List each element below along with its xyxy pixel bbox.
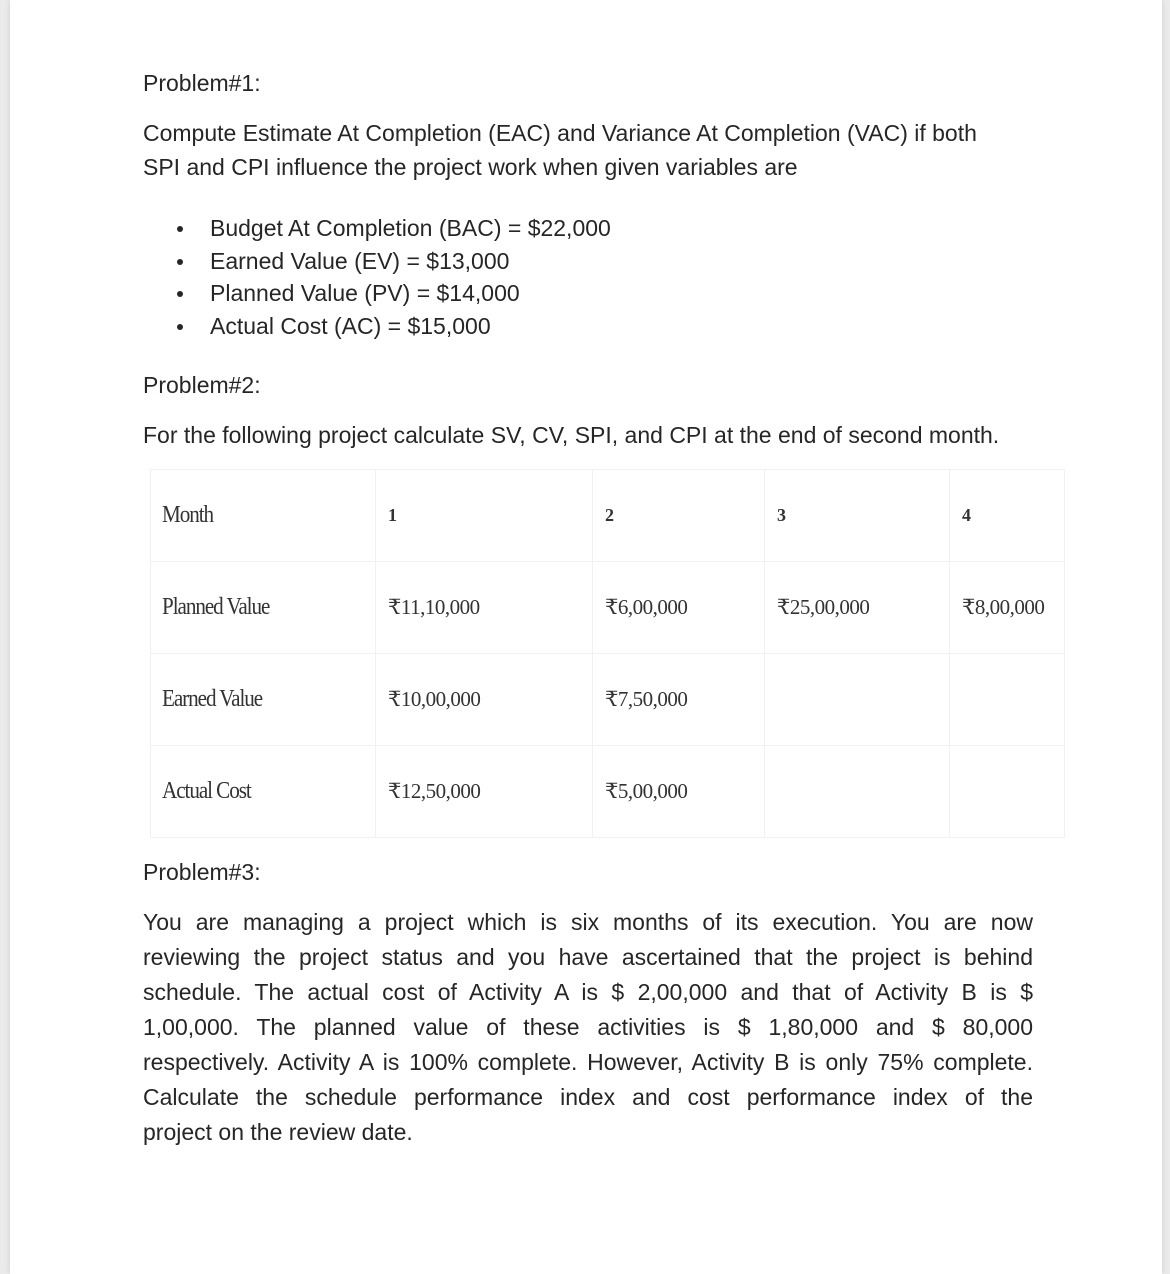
table-header-cell: 3	[765, 470, 950, 562]
problem1-text-line2: SPI and CPI influence the project work when given variables are	[143, 154, 798, 180]
bullet-text-pv: Planned Value (PV) = $14,000	[210, 280, 520, 306]
problem3-paragraph	[143, 905, 1033, 1150]
problem1-heading: Problem#1:	[143, 70, 261, 96]
table-cell: Earned Value	[151, 654, 349, 746]
problem2-heading: Problem#2:	[143, 372, 261, 398]
table-header-cell: Month	[151, 470, 349, 562]
problem3-line: 1,00,000. The planned value of these activities is $ 1,80,000 and $ 80,000	[143, 1014, 1033, 1040]
document-page	[10, 0, 1162, 1274]
problem3-line: respectively. Activity A is 100% complete. However, Activity B is only 75% complete.	[143, 1049, 1033, 1075]
table-header-cell: 1	[376, 470, 593, 562]
list-item	[210, 212, 611, 245]
bullet-text-bac: Budget At Completion (BAC) = $22,000	[210, 215, 611, 241]
problem1-variable-list	[210, 212, 611, 342]
bullet-icon	[177, 259, 183, 265]
table-cell: ₹11,10,000	[376, 562, 593, 654]
table-cell	[950, 654, 1065, 746]
bullet-icon	[177, 291, 183, 297]
table-cell	[765, 746, 950, 838]
table-cell: ₹12,50,000	[376, 746, 593, 838]
bullet-icon	[177, 324, 183, 330]
problem3-heading: Problem#3:	[143, 859, 261, 885]
bullet-text-ac: Actual Cost (AC) = $15,000	[210, 312, 491, 339]
problem3-line: project on the review date.	[143, 1119, 413, 1145]
table-cell: ₹8,00,000	[950, 562, 1065, 654]
table-cell: ₹25,00,000	[765, 562, 950, 654]
table-cell: ₹6,00,000	[593, 562, 765, 654]
problem2-text: For the following project calculate SV, CV, SPI, and CPI at the end of second month.	[143, 422, 1000, 448]
bullet-icon	[177, 226, 183, 232]
table-cell: Actual Cost	[151, 746, 349, 838]
problem3-line: schedule. The actual cost of Activity A is $ 2,00,000 and that of Activity B is $	[143, 979, 1033, 1005]
bullet-text-ev: Earned Value (EV) = $13,000	[210, 247, 510, 274]
table-header-cell: 2	[593, 470, 765, 562]
project-values-table	[150, 469, 1065, 838]
problem1-text-line1: Compute Estimate At Completion (EAC) and Variance At Completion (VAC) if both	[143, 120, 977, 146]
table-row	[151, 562, 1065, 654]
problem3-line: You are managing a project which is six months of its execution. You are now	[143, 909, 1033, 935]
problem3-line: reviewing the project status and you have ascertained that the project is behind	[143, 944, 1033, 970]
table-cell	[950, 746, 1065, 838]
problem3-line: Calculate the schedule performance index and cost performance index of the	[143, 1084, 1033, 1110]
table-cell: Planned Value	[151, 562, 349, 654]
list-item	[210, 245, 611, 278]
table-cell: ₹5,00,000	[593, 746, 765, 838]
table-row	[151, 654, 1065, 746]
table-cell: ₹7,50,000	[593, 654, 765, 746]
table-row	[151, 746, 1065, 838]
table-header-row	[151, 470, 1065, 562]
list-item	[210, 310, 611, 343]
table-cell	[765, 654, 950, 746]
table-header-cell: 4	[950, 470, 1065, 562]
table-cell: ₹10,00,000	[376, 654, 593, 746]
list-item	[210, 277, 611, 310]
